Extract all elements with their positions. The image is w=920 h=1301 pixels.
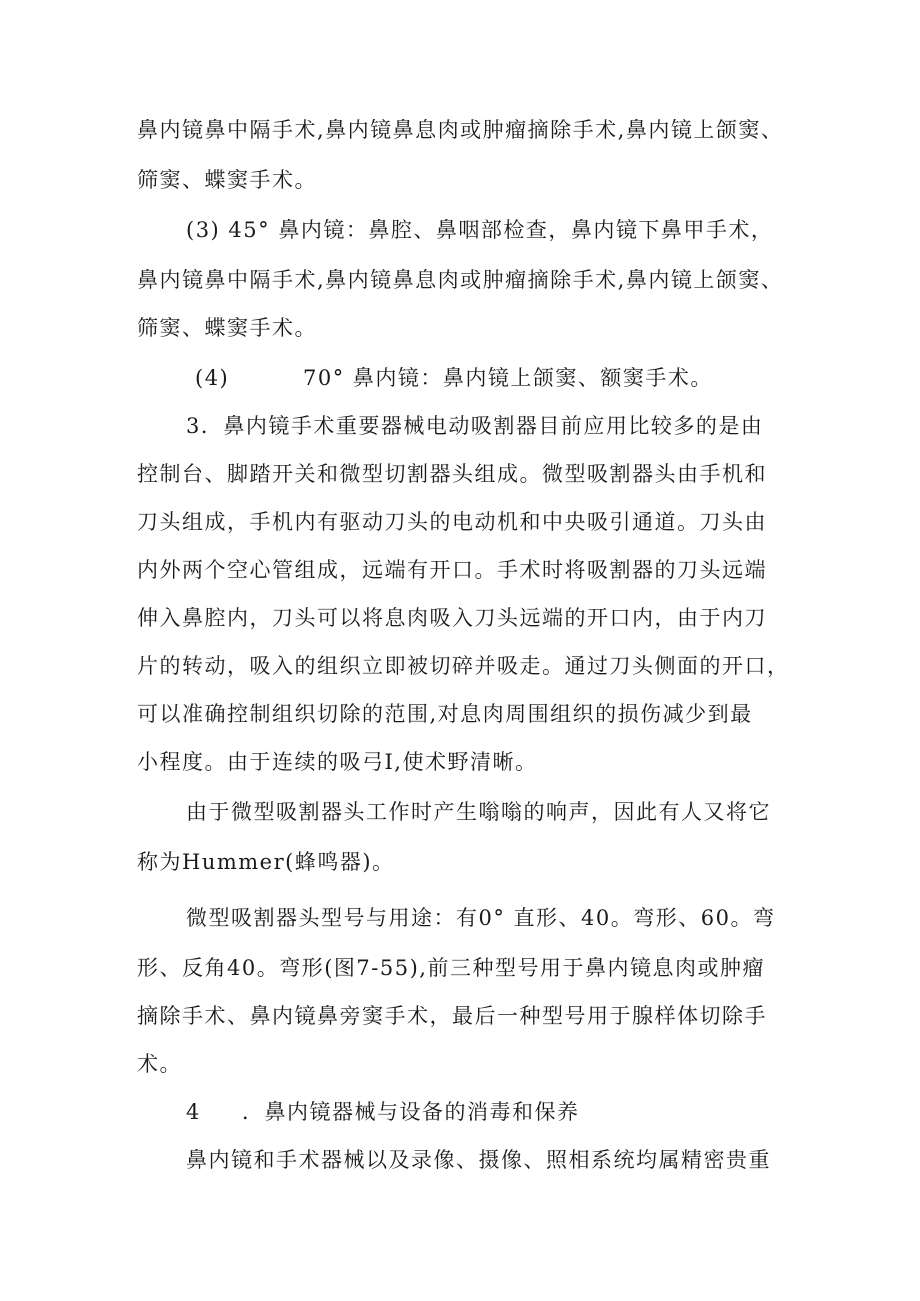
text-line: 4 <box>186 1100 201 1124</box>
text-line: 鼻内镜鼻中隔手术,鼻内镜鼻息肉或肿瘤摘除手术,鼻内镜上颌窦、 <box>137 118 784 142</box>
text-line: 摘除手术、鼻内镜鼻旁窦手术，最后一种型号用于腺样体切除手 <box>137 1004 767 1028</box>
text-line: 刀头组成，手机内有驱动刀头的电动机和中央吸引通道。刀头由 <box>137 510 767 534</box>
text-line: ．鼻内镜器械与设备的消毒和保养 <box>242 1100 580 1124</box>
text-line: 微型吸割器头型号与用途：有0° 直形、40。弯形、60。弯 <box>186 906 776 930</box>
text-line: 称为Hummer(蜂鸣器)。 <box>137 850 395 874</box>
text-line: 鼻内镜和手术器械以及录像、摄像、照相系统均属精密贵重 <box>186 1148 771 1172</box>
text-line: 形、反角40。弯形(图7-55),前三种型号用于鼻内镜息肉或肿瘤 <box>137 956 765 980</box>
text-line: 伸入鼻腔内，刀头可以将息肉吸入刀头远端的开口内，由于内刀 <box>137 606 767 630</box>
text-line: (4) <box>195 366 230 390</box>
text-line: 筛窦、蝶窦手术。 <box>137 316 317 340</box>
text-line: 鼻内镜鼻中隔手术,鼻内镜鼻息肉或肿瘤摘除手术,鼻内镜上颌窦、 <box>137 268 784 292</box>
text-line: 术。 <box>137 1052 182 1076</box>
text-line: 控制台、脚踏开关和微型切割器头组成。微型吸割器头由手机和 <box>137 462 767 486</box>
text-line: 70° 鼻内镜：鼻内镜上颌窦、额窦手术。 <box>303 366 713 390</box>
text-line: 片的转动，吸入的组织立即被切碎并吸走。通过刀头侧面的开口， <box>137 654 790 678</box>
text-line: 筛窦、蝶窦手术。 <box>137 168 317 192</box>
text-line: 可以准确控制组织切除的范围,对息肉周围组织的损伤减少到最 <box>137 702 753 726</box>
text-line: 内外两个空心管组成，远端有开口。手术时将吸割器的刀头远端 <box>137 558 767 582</box>
text-line: 由于微型吸割器头工作时产生嗡嗡的响声，因此有人又将它 <box>186 800 771 824</box>
text-line: 3．鼻内镜手术重要器械电动吸割器目前应用比较多的是由 <box>186 414 764 438</box>
text-line: 小程度。由于连续的吸弓I,使术野清晰。 <box>137 750 538 774</box>
text-line: (3) 45° 鼻内镜：鼻腔、鼻咽部检查，鼻内镜下鼻甲手术， <box>186 218 774 242</box>
